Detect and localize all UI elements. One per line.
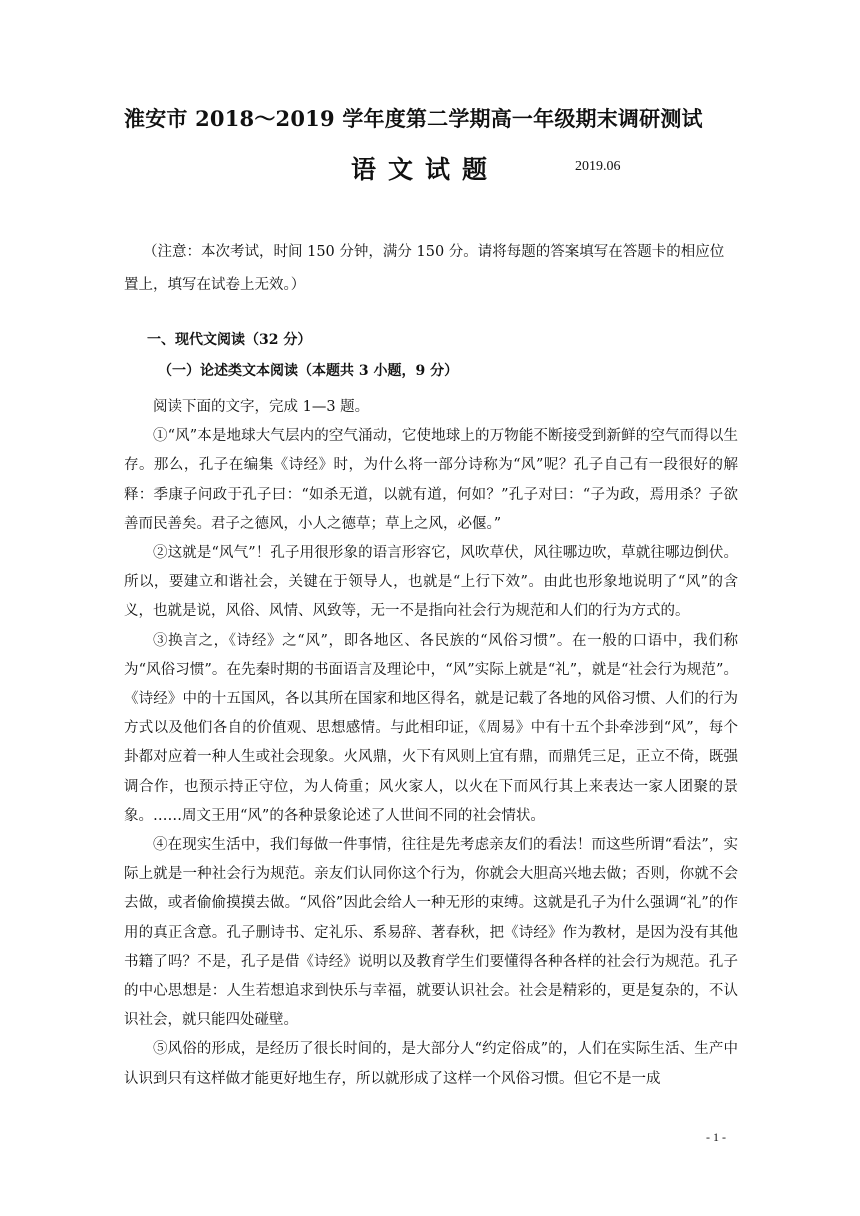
subject-title: 语文试题 xyxy=(351,155,500,184)
exam-notice: （注意：本次考试，时间 150 分钟，满分 150 分。请将每题的答案填写在答题卡的相应位置上，填写在试卷上无效。） xyxy=(124,244,725,293)
exam-title: 淮安市 2018～2019 学年度第二学期高一年级期末调研测试 xyxy=(124,106,703,131)
passage-paragraph-5: ⑤风俗的形成，是经历了很长时间的，是大部分人“约定俗成”的，人们在实际生活、生产中认识到只有这样做才能更好地生存，所以就形成了这样一个风俗习惯。但它不是一成 xyxy=(124,1041,738,1087)
page-number: - 1 - xyxy=(706,1130,726,1144)
passage-paragraph-3: ③换言之，《诗经》之“风”，即各地区、各民族的“风俗习惯”。在一般的口语中，我们称为“风俗习惯”。在先秦时期的书面语言及理论中，“风”实际上就是“礼”，就是“社会行为规范”。《诗经》中的十五国风，各以其所在国家和地区得名，就是记载了各地的风俗习惯、人们的行为方式以及他们各自的价值观、思想感情。与此相印证，《周易》中有十五个卦牵涉到“风”，每个卦都对应着一种人生或社会现象。火风鼎，火下有风则上宜有鼎，而鼎凭三足，正立不倚，既强调合作，也预示持正守位，为人倚重；风火家人，以火在下而风行其上来表达一家人团聚的景象。……周文王用“风”的各种景象论述了人世间不同的社会情状。 xyxy=(124,632,738,824)
subtitle-row xyxy=(0,150,860,182)
reading-passage xyxy=(124,393,738,1094)
exam-date: 2019.06 xyxy=(575,159,621,174)
subsection-heading: （一）论述类文本阅读（本题共 3 小题，9 分） xyxy=(158,363,459,379)
section-heading: 一、现代文阅读（32 分） xyxy=(147,332,312,348)
passage-paragraph-1: ①“风”本是地球大气层内的空气涌动，它使地球上的万物能不断接受到新鲜的空气而得以生存。那么，孔子在编集《诗经》时，为什么将一部分诗称为“风”呢？孔子自己有一段很好的解释：季康子问政于孔子曰：“如杀无道，以就有道，何如？”孔子对曰：“子为政，焉用杀？子欲善而民善矣。君子之德风，小人之德草；草上之风，必偃。” xyxy=(124,428,738,532)
instruction-text: 阅读下面的文字，完成 1—3 题。 xyxy=(153,399,370,415)
passage-paragraph-2: ②这就是“风气”！孔子用很形象的语言形容它，风吹草伏，风往哪边吹，草就往哪边倒伏。所以，要建立和谐社会，关键在于领导人，也就是“上行下效”。由此也形象地说明了“风”的含义，也就是说，风俗、风情、风致等，无一不是指向社会行为规范和人们的行为方式的。 xyxy=(124,545,738,620)
passage-paragraph-4: ④在现实生活中，我们每做一件事情，往往是先考虑亲友们的看法！而这些所谓“看法”，实际上就是一种社会行为规范。亲友们认同你这个行为，你就会大胆高兴地去做；否则，你就不会去做，或者偷偷摸摸去做。“风俗”因此会给人一种无形的束缚。这就是孔子为什么强调“礼”的作用的真正含意。孔子删诗书、定礼乐、系易辞、著春秋，把《诗经》作为教材，是因为没有其他书籍了吗？不是，孔子是借《诗经》说明以及教育学生们要懂得各种各样的社会行为规范。孔子的中心思想是：人生若想追求到快乐与幸福，就要认识社会。社会是精彩的，更是复杂的，不认识社会，就只能四处碰壁。 xyxy=(124,837,738,1029)
